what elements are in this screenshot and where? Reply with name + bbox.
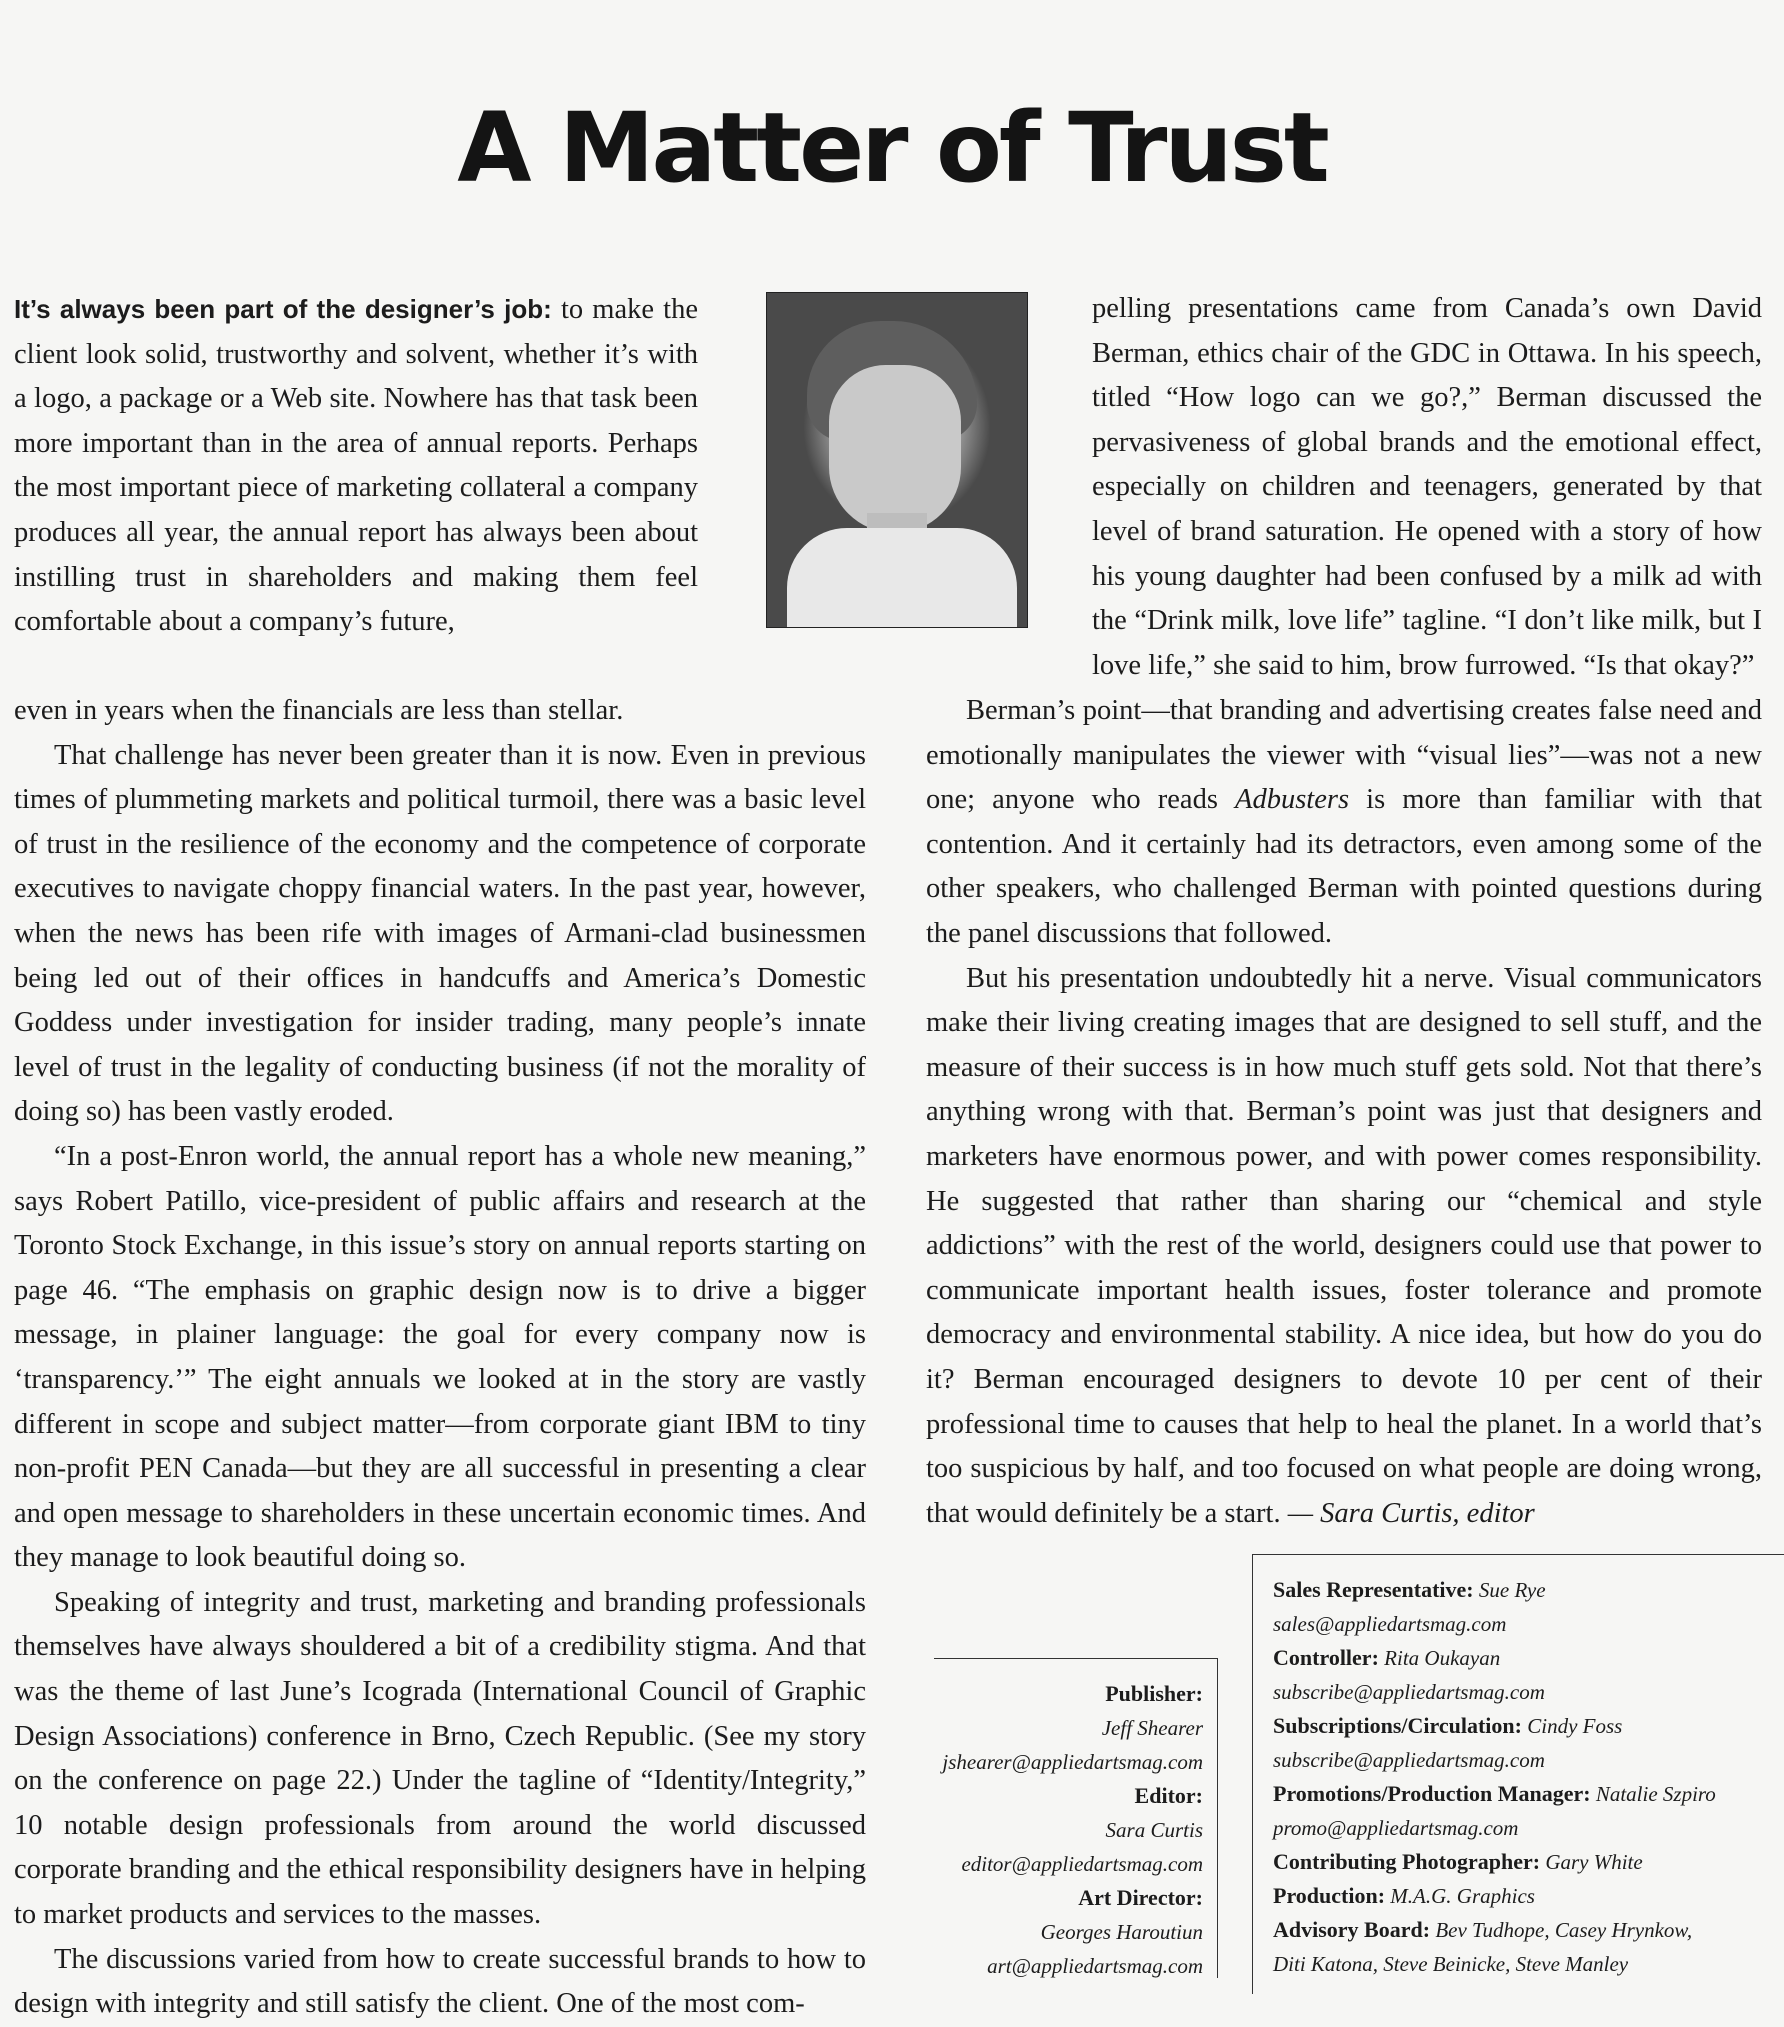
signature: — Sara Curtis, editor — [1280, 1497, 1535, 1529]
production-row — [1273, 1879, 1784, 1913]
article-title: A Matter of Trust — [457, 92, 1327, 204]
right-column-top — [1092, 287, 1762, 688]
paragraph-1-end: even in years when the financials are less than stellar. — [14, 695, 624, 726]
controller-row — [1273, 1641, 1784, 1675]
controller-email: subscribe@appliedartsmag.com — [1273, 1680, 1545, 1704]
advisory-row — [1273, 1913, 1784, 1947]
photo-shirt — [787, 528, 1017, 628]
publisher-email: jshearer@appliedartsmag.com — [942, 1750, 1203, 1774]
paragraph-6-text-a: Berman’s point—that branding and advertising creates false need and emotionally manipulates the viewer with “visual lies”—was not a new one; anyone who reads — [926, 695, 1762, 816]
adbusters-title: Adbusters — [1235, 784, 1350, 816]
paragraph-3: “In a post-Enron world, the annual report has a whole new meaning,” says Robert Patillo, vice-president of public affairs and research at the Toronto Stock Exchange, in this issue’s story on annual reports starting on page 46. “The emphasis on graphic design now is to drive a bigger message, in plainer language: the goal for every company now is ‘transparency.’” The eight annuals we looked at in the story are vastly different in scope and subject matter—from corporate giant IBM to tiny non-profit PEN Canada—but they are all successful in presenting a clear and open message to shareholders in these uncertain economic times. And they manage to look beautiful doing so. — [14, 1140, 866, 1574]
promotions-name: Natalie Szpiro — [1590, 1782, 1716, 1806]
photographer-name: Gary White — [1540, 1850, 1643, 1874]
controller-label: Controller: — [1273, 1645, 1379, 1670]
sales-label: Sales Representative: — [1273, 1577, 1474, 1602]
art-director-name: Georges Haroutiun — [1040, 1920, 1203, 1944]
subscriptions-email: subscribe@appliedartsmag.com — [1273, 1748, 1545, 1772]
editor-email: editor@appliedartsmag.com — [961, 1852, 1203, 1876]
left-column — [14, 689, 866, 2027]
right-column — [926, 689, 1762, 1536]
paragraph-7-text: But his presentation undoubtedly hit a nerve. Visual communicators make their living creating images that are designed to sell stuff, and the measure of their success is in how much stuff gets sold. Not that there’s anything wrong with that. Berman’s point was just that designers and marketers have enormous power, and with power comes responsibility. He suggested that rather than sharing our “chemical and style addictions” with the rest of the world, designers could use that power to communicate important health issues, foster tolerance and promote democracy and environmental stability. A nice idea, but how do you do it? Berman encouraged designers to devote 10 per cent of their professional time to causes that help to heal the planet. In a world that’s too suspicious by half, and too focused on what people are doing wrong, that would definitely be a start. — [926, 962, 1762, 1529]
subscriptions-label: Subscriptions/Circulation: — [1273, 1713, 1522, 1738]
sales-email: sales@appliedartsmag.com — [1273, 1612, 1507, 1636]
lead-in: It’s always been part of the designer’s job: — [14, 294, 552, 324]
art-director-email: art@appliedartsmag.com — [987, 1954, 1203, 1978]
paragraph-5-continued: pelling presentations came from Canada’s own David Berman, ethics chair of the GDC in Ottawa. In his speech, titled “How logo can we go?,” Berman discussed the pervasiveness of global brands and the emotional effect, especially on children and teenagers, generated by that level of brand saturation. He opened with a story of how his young daughter had been confused by a milk ad with the “Drink milk, love life” tagline. “I don’t like milk, but I love life,” she said to him, brow furrowed. “Is that okay?” — [1092, 293, 1762, 681]
sales-name: Sue Rye — [1473, 1578, 1546, 1602]
subscriptions-name: Cindy Foss — [1521, 1714, 1623, 1738]
left-column-top — [14, 287, 698, 645]
publisher-label: Publisher: — [1105, 1681, 1203, 1706]
production-name: M.A.G. Graphics — [1385, 1884, 1535, 1908]
paragraph-6 — [926, 689, 1762, 957]
editor-name: Sara Curtis — [1105, 1818, 1203, 1842]
masthead-right-box — [1252, 1554, 1784, 1994]
paragraph-6-text-b: is more than familiar with that contention. And it certainly had its detractors, even among some of the other speakers, who challenged Berman with pointed questions during the panel discussions that followed. — [926, 784, 1762, 949]
paragraph-7 — [926, 957, 1762, 1537]
subscriptions-row — [1273, 1709, 1784, 1743]
advisory-label: Advisory Board: — [1273, 1917, 1431, 1942]
masthead-left-box — [934, 1658, 1218, 1978]
paragraph-1-text: to make the client look solid, trustworthy and solvent, whether it’s with a logo, a package or a Web site. Nowhere has that task been more important than in the area of annual reports. Perhaps the most important piece of marketing collateral a company produces all year, the annual report has always been about instilling trust in shareholders and making them feel comfortable about a company’s future, — [14, 294, 698, 638]
paragraph-5: The discussions varied from how to create successful brands to how to design with integrity and still satisfy the client. One of the most com- — [14, 1943, 866, 2020]
promotions-label: Promotions/Production Manager: — [1273, 1781, 1591, 1806]
photo-face — [829, 365, 961, 533]
photographer-row — [1273, 1845, 1784, 1879]
sales-row — [1273, 1573, 1784, 1607]
paragraph-1 — [14, 287, 698, 645]
paragraph-2: That challenge has never been greater than it is now. Even in previous times of plummeting markets and political turmoil, there was a basic level of trust in the resilience of the economy and the competence of corporate executives to navigate choppy financial waters. In the past year, however, when the news has been rife with images of Armani-clad businessmen being led out of their offices in handcuffs and America’s Domestic Goddess under investigation for insider trading, many people’s innate level of trust in the legality of conducting business (if not the morality of doing so) has been vastly eroded. — [14, 739, 866, 1128]
photographer-label: Contributing Photographer: — [1273, 1849, 1541, 1874]
production-label: Production: — [1273, 1883, 1386, 1908]
editor-label: Editor: — [1134, 1783, 1203, 1808]
art-director-label: Art Director: — [1078, 1885, 1203, 1910]
promotions-row — [1273, 1777, 1784, 1811]
advisory-names-2: Diti Katona, Steve Beinicke, Steve Manley — [1273, 1952, 1629, 1976]
controller-name: Rita Oukayan — [1378, 1646, 1501, 1670]
advisory-names-1: Bev Tudhope, Casey Hrynkow, — [1430, 1918, 1693, 1942]
editor-portrait-photo — [766, 292, 1028, 628]
promotions-email: promo@appliedartsmag.com — [1273, 1816, 1519, 1840]
paragraph-4: Speaking of integrity and trust, marketing and branding professionals themselves have always shouldered a bit of a credibility stigma. And that was the theme of last June’s Icograda (International Council of Graphic Design Associations) conference in Brno, Czech Republic. (See my story on the conference on page 22.) Under the tagline of “Identity/Integrity,” 10 notable design professionals from around the world discussed corporate branding and the ethical responsibility designers have in helping to market products and services to the masses. — [14, 1586, 866, 1931]
publisher-name: Jeff Shearer — [1101, 1716, 1203, 1740]
